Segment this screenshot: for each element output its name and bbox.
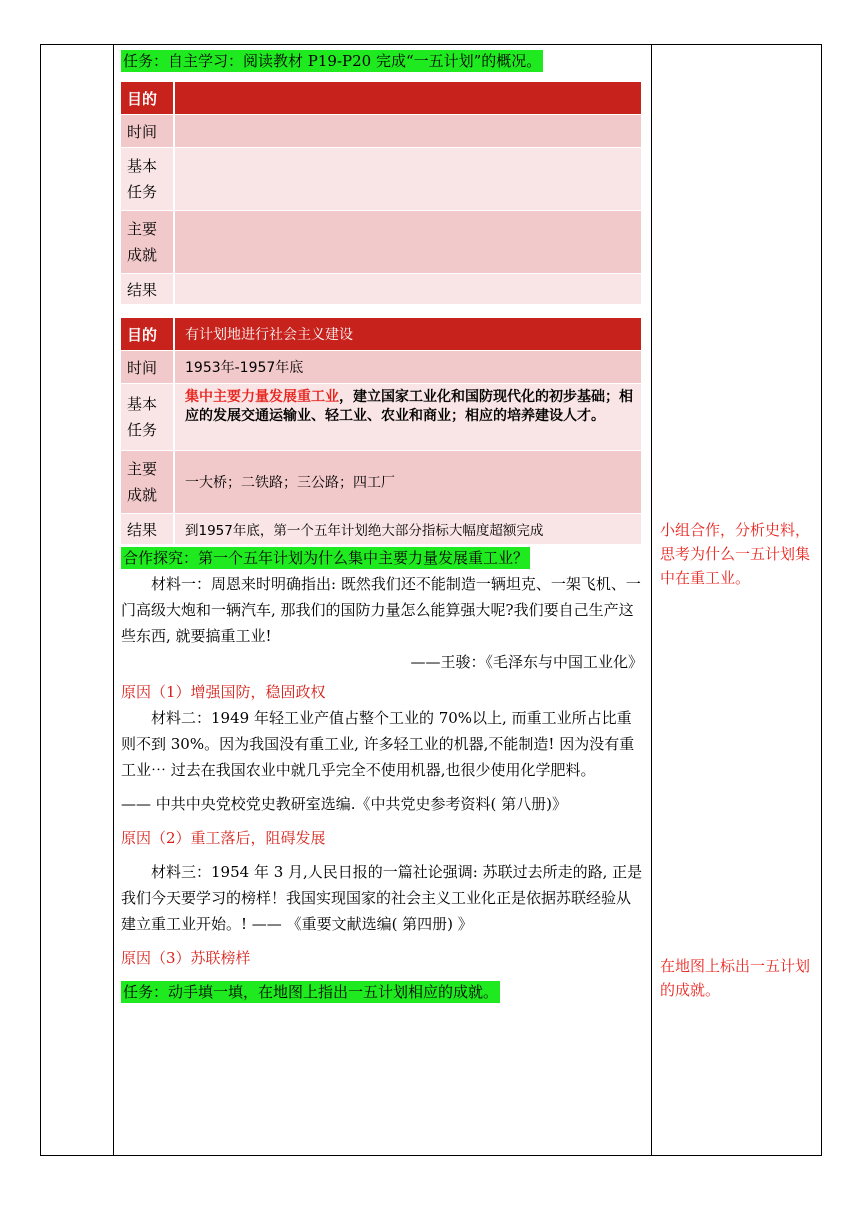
row-achieve: 主要 成就 一大桥；二铁路；三公路；四工厂 xyxy=(121,451,641,514)
filled-plan-table xyxy=(121,318,641,545)
row-result: 结果 xyxy=(121,274,641,305)
column-divider xyxy=(113,45,114,1155)
reason-2: 原因（2）重工落后，阻碍发展 xyxy=(121,829,326,847)
source-1: ——王骏：《毛泽东与中国工业化》 xyxy=(410,653,643,671)
material-1: 材料一：周恩来时明确指出: 既然我们还不能制造一辆坦克、一架飞机、一门高级大炮和一辆汽车, 那我们的国防力量怎么能算强大呢?我们要自己生产这些东西, 就要搞重工业! xyxy=(121,575,641,645)
row-achieve: 主要 成就 xyxy=(121,211,641,274)
column-divider xyxy=(651,45,652,1155)
explore-section: 合作探究：第一个五年计划为什么集中主要力量发展重工业？ 材料一：周恩来时明确指出: 既然我们还不能制造一辆坦克、一架飞机、一门高级大炮和一辆汽车, 那我们的国防力量怎么能算强大呢?我们要自己生产这些东西, 就要搞重工业! ——王骏：《毛泽东与中国工业化》 原因（1）增强国防，稳固政权 材料二：1949 年轻工业产值占整个工业的 70%以上, 而重工业所占比重则不到 30%。因为我国没有重工业, 许多轻工业的机器,不能制造! 因为没有重工业⋯ 过去在我国农业中就几乎完全不使用机器,也很少使用化学肥料。 —— 中共中央党校党史教研室选编.《中共党史参考资料( 第八册)》 原因（2）重工落后，阻碍发展 材料三：1954 年 3 月,人民日报的一篇社论强调: 苏联过去所走的路, 正是我们今天要学习的榜样！我国实现国家的社会主义工业化正是依据苏联经验从建立重工业开始。! —— 《重要文献选编( 第四册) 》 原因（3）苏联榜样 任务：动手填一填，在地图上指出一五计划相应的成就。 xyxy=(121,549,643,1001)
row-task: 基本 任务 集中主要力量发展重工业，建立国家工业化和国防现代化的初步基础；相应的发展交通运输业、轻工业、农业和商业；相应的培养建设人才。 xyxy=(121,384,641,451)
side-note-1: 小组合作，分析史料，思考为什么一五计划集中在重工业。 xyxy=(660,521,811,587)
material-3: 材料三：1954 年 3 月,人民日报的一篇社论强调: 苏联过去所走的路, 正是我们今天要学习的榜样！我国实现国家的社会主义工业化正是依据苏联经验从建立重工业开始。! —— 《重要文献选编( 第四册) 》 xyxy=(121,863,643,933)
task-1: 任务：自主学习：阅读教材 P19-P20 完成“一五计划”的概况。 xyxy=(123,52,542,70)
material-2: 材料二：1949 年轻工业产值占整个工业的 70%以上, 而重工业所占比重则不到 30%。因为我国没有重工业, 许多轻工业的机器,不能制造! 因为没有重工业⋯ 过去在我国农业中就几乎完全不使用机器,也很少使用化学肥料。 xyxy=(121,709,635,779)
row-time: 时间 xyxy=(121,115,641,148)
side-note-2: 在地图上标出一五计划的成就。 xyxy=(660,957,811,999)
row-task: 基本 任务 xyxy=(121,148,641,211)
task-2: 任务：动手填一填，在地图上指出一五计划相应的成就。 xyxy=(123,983,499,1001)
row-result: 结果 到1957年底，第一个五年计划绝大部分指标大幅度超额完成 xyxy=(121,514,641,545)
row-goal: 目的 xyxy=(121,82,641,115)
source-2: —— 中共中央党校党史教研室选编.《中共党史参考资料( 第八册)》 xyxy=(121,795,568,813)
row-time: 时间 1953年-1957年底 xyxy=(121,351,641,384)
row-goal: 目的 有计划地进行社会主义建设 xyxy=(121,318,641,351)
blank-plan-table xyxy=(121,82,641,305)
reason-3: 原因（3）苏联榜样 xyxy=(121,949,251,967)
reason-1: 原因（1）增强国防，稳固政权 xyxy=(121,683,326,701)
